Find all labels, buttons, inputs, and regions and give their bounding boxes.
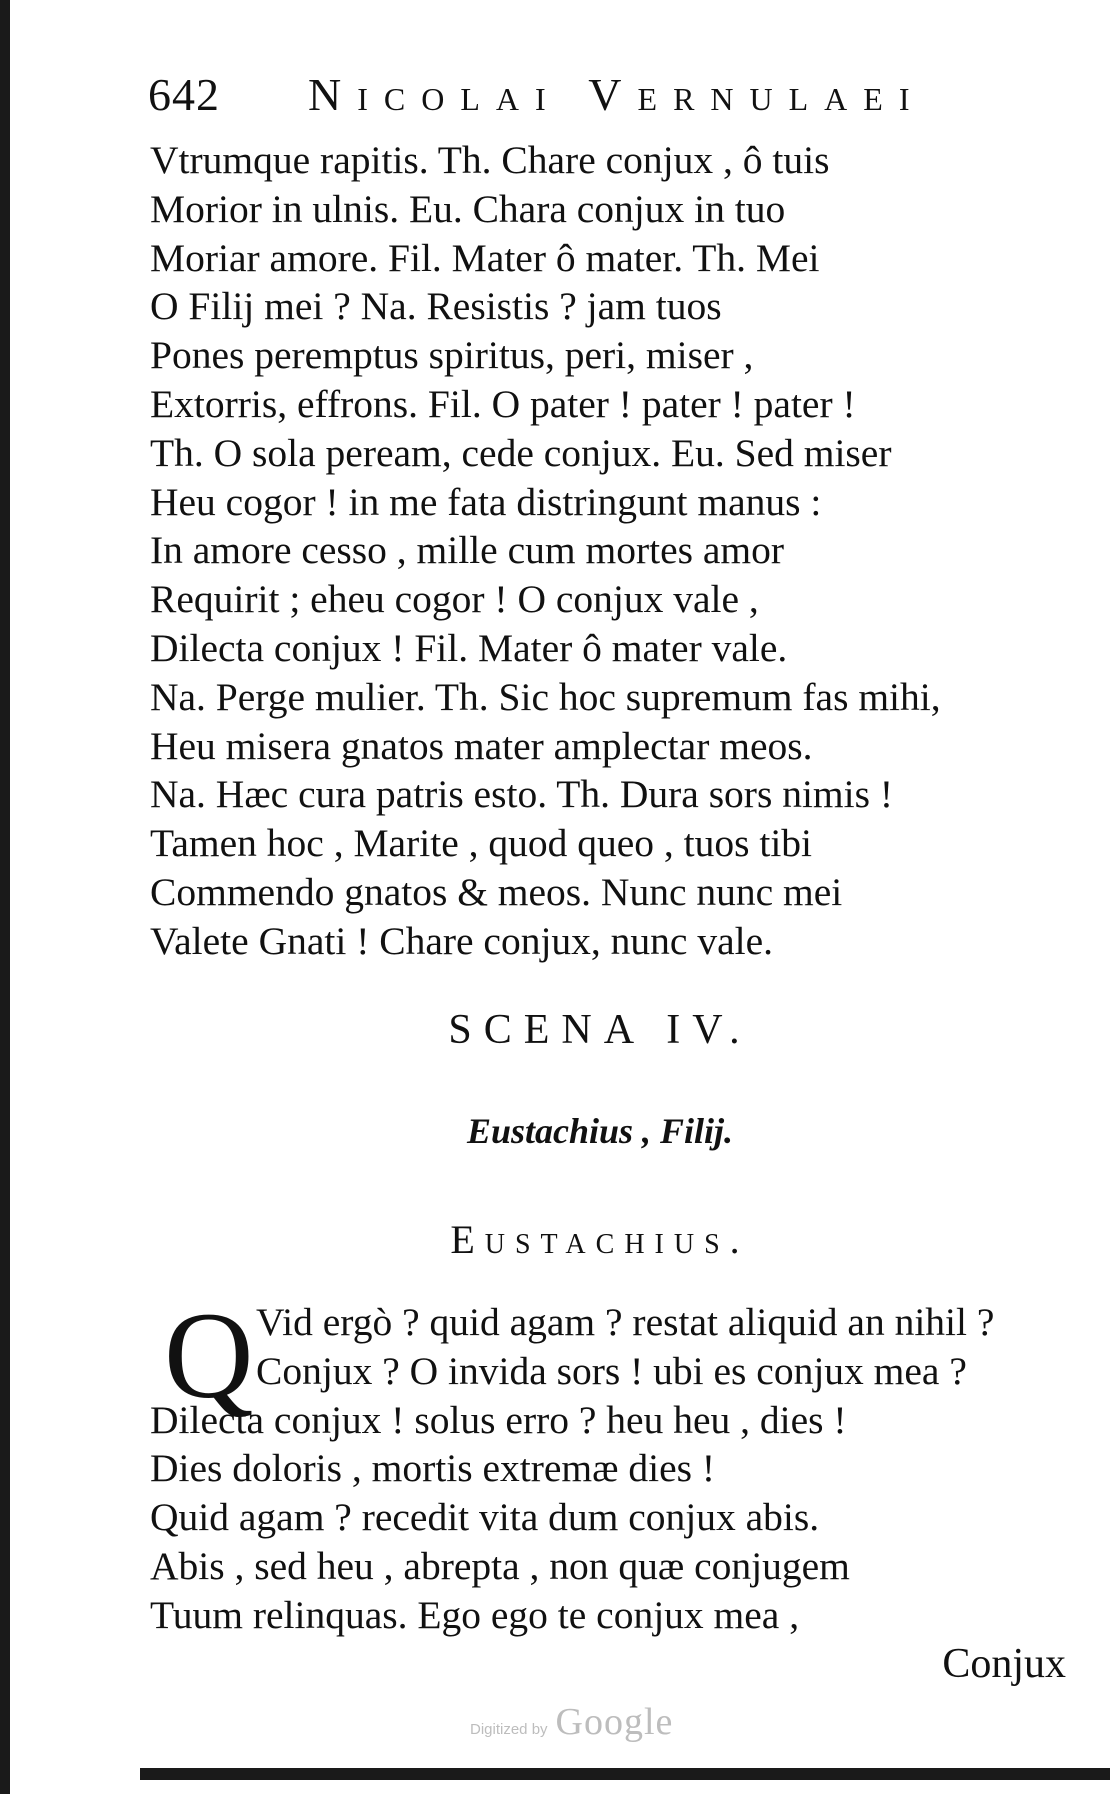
verse-line: Morior in ulnis. Eu. Chara conjux in tuo bbox=[150, 186, 786, 231]
verse-line: Th. O sola peream, cede conjux. Eu. Sed miser bbox=[150, 430, 892, 475]
drop-cap: Q bbox=[164, 1287, 254, 1424]
verse-line: In amore cesso , mille cum mortes amor bbox=[150, 528, 785, 573]
scene-heading: SCENA IV. bbox=[448, 1007, 752, 1053]
watermark-prefix: Digitized by bbox=[470, 1721, 548, 1738]
verse-line: Na. Hæc cura patris esto. Th. Dura sors nimis ! bbox=[150, 772, 894, 817]
speech-block bbox=[150, 1287, 1090, 1640]
scene-characters: Eustachius , Filij. bbox=[466, 1111, 734, 1151]
verse-line: Heu misera gnatos mater amplectar meos. bbox=[150, 723, 813, 768]
running-head: Nicolai Vernulaei bbox=[308, 69, 926, 120]
catchword: Conjux bbox=[942, 1641, 1066, 1687]
verse-line: Extorris, effrons. Fil. O pater ! pater ! pater ! bbox=[150, 381, 856, 426]
page-bottom-edge bbox=[140, 1768, 1110, 1780]
page-number: 642 bbox=[148, 69, 220, 120]
digitization-watermark bbox=[470, 1700, 673, 1744]
verse-line: Pones peremptus spiritus, peri, miser , bbox=[150, 333, 754, 378]
speaker-name: Eustachius. bbox=[450, 1217, 750, 1262]
speech-line: Vid ergò ? quid agam ? restat aliquid an nihil ? bbox=[256, 1300, 995, 1344]
verse-line: Dilecta conjux ! Fil. Mater ô mater vale. bbox=[150, 625, 788, 670]
verse-line: O Filij mei ? Na. Resistis ? jam tuos bbox=[150, 284, 722, 329]
verse-line: Requirit ; eheu cogor ! O conjux vale , bbox=[150, 577, 759, 622]
speech-line: Dilecta conjux ! solus erro ? heu heu , dies ! bbox=[150, 1397, 847, 1442]
speech-line: Conjux ? O invida sors ! ubi es conjux mea ? bbox=[256, 1348, 967, 1393]
verse-line: Vtrumque rapitis. Th. Chare conjux , ô tuis bbox=[150, 138, 830, 182]
verse-block bbox=[150, 136, 1070, 966]
speech-line: Tuum relinquas. Ego ego te conjux mea , bbox=[150, 1592, 800, 1637]
verse-line: Tamen hoc , Marite , quod queo , tuos tibi bbox=[150, 821, 813, 866]
verse-line: Na. Perge mulier. Th. Sic hoc supremum fas mihi, bbox=[150, 674, 941, 719]
verse-line: Commendo gnatos & meos. Nunc nunc mei bbox=[150, 869, 843, 914]
verse-line: Heu cogor ! in me fata distringunt manus : bbox=[150, 479, 822, 524]
page-edge-shadow bbox=[0, 0, 10, 1794]
verse-line: Moriar amore. Fil. Mater ô mater. Th. Mei bbox=[150, 235, 820, 280]
speech-line: Quid agam ? recedit vita dum conjux abis. bbox=[150, 1495, 820, 1540]
watermark-logo: Google bbox=[555, 1701, 674, 1743]
verse-line: Valete Gnati ! Chare conjux, nunc vale. bbox=[150, 918, 773, 963]
page-header bbox=[148, 68, 926, 120]
speech-line: Abis , sed heu , abrepta , non quæ conjugem bbox=[150, 1543, 850, 1588]
speech-line: Dies doloris , mortis extremæ dies ! bbox=[150, 1446, 715, 1491]
